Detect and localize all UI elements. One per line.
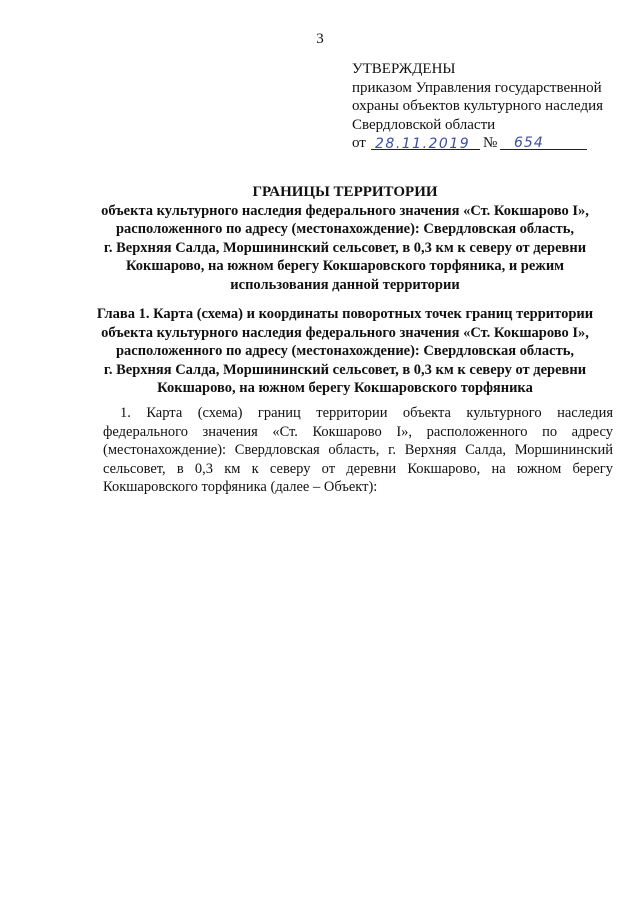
number-sign: № <box>483 135 498 151</box>
title-line: объекта культурного наследия федерального значения «Ст. Кокшарово I», <box>101 202 589 219</box>
approval-line: приказом Управления государственной <box>352 79 602 96</box>
title-line: расположенного по адресу (местонахождение): Свердловская область, <box>115 221 575 237</box>
chapter-heading <box>78 305 612 398</box>
title-line: Кокшарово, на южном берегу Кокшаровского торфяника, и режим <box>125 258 565 274</box>
document-title <box>80 183 610 294</box>
approval-stamp-block <box>352 60 637 153</box>
page-number: 3 <box>316 31 324 47</box>
chapter-line: расположенного по адресу (местонахождение): Свердловская область, <box>115 343 575 359</box>
title-line: г. Верхняя Салда, Моршининский сельсовет, в 0,3 км к северу от деревни <box>103 239 587 256</box>
approval-date-number-row <box>352 134 637 153</box>
handwritten-date: 28.11.2019 <box>375 136 471 152</box>
handwritten-number: 654 <box>514 135 544 151</box>
approval-line: Свердловской области <box>352 116 496 133</box>
approval-line: охраны объектов культурного наследия <box>352 98 604 114</box>
chapter-line: г. Верхняя Салда, Моршининский сельсовет, в 0,3 км к северу от деревни <box>103 361 587 378</box>
chapter-line: объекта культурного наследия федерального значения «Ст. Кокшарово I», <box>101 324 589 341</box>
title-line: использования данной территории <box>230 276 460 293</box>
chapter-line: Глава 1. Карта (схема) и координаты поворотных точек границ территории <box>96 306 594 322</box>
body-paragraph: 1. Карта (схема) границ территории объекта культурного наследия федерального значения «Ст. Кокшарово I», расположенного по адресу (местонахождение): Свердловская область, г. Верхняя Салда, Моршининский сельсовет, в 0,3 км к северу от деревни Кокшарово, на южном берегу Кокшаровского торфяника (далее – Объект): <box>103 405 613 495</box>
title-heading: ГРАНИЦЫ ТЕРРИТОРИИ <box>252 184 438 200</box>
approval-title: УТВЕРЖДЕНЫ <box>352 61 456 77</box>
date-prefix: от <box>352 135 366 151</box>
chapter-line: Кокшарово, на южном берегу Кокшаровского торфяника <box>157 380 533 396</box>
